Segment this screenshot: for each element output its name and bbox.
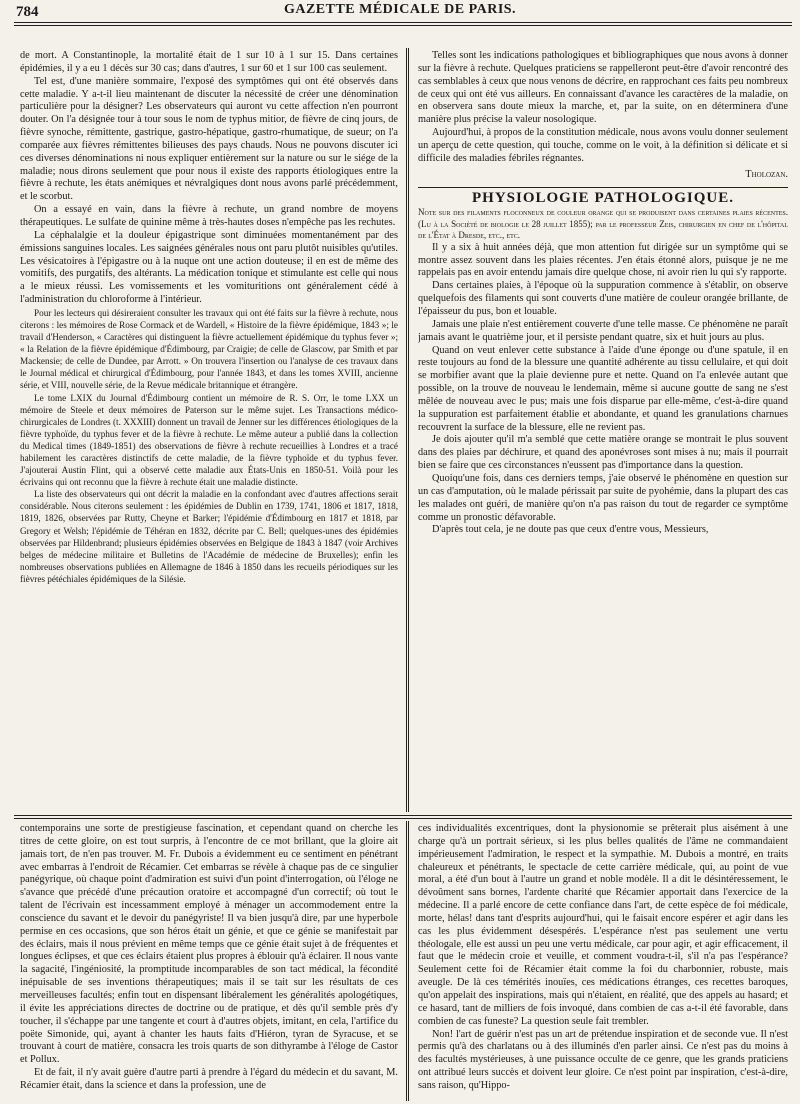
article-title: Note sur des filaments floconneux de couleur orange qui se produisent dans certaines plaies récentes. (Lu à la Société de biologie le 28 juillet 1855); par le professeur Zeis, chirurgien en chef de l'hôpital de l'État à Dresde, etc., etc. — [418, 207, 788, 241]
paragraph: La céphalalgie et la douleur épigastrique sont diminuées momentanément par des émissions sanguines locales. Les saignées générales nous ont paru plutôt nuisibles qu'utiles. Les vésicatoires à l'épigastre ou à la nuque ont une action douteuse; il en est de même des vomitifs, des purgatifs, des altérants. La médication tonique et stimulante est celle qui nous a le mieux réussi. Les vomissements et les vomituritions ont généralement cédé à l'administration du chloroforme à l'intérieur. — [20, 229, 398, 306]
paragraph: On a essayé en vain, dans la fièvre à rechute, un grand nombre de moyens thérapeutiques. Le sulfate de quinine même à très-hautes doses n'empêche pas les rechutes. — [20, 204, 398, 228]
paragraph: Jamais une plaie n'est entièrement couverte d'une telle masse. Ce phénomène ne paraît jamais avant le quatrième jour, et il persiste pendant quatre, six et huit jours au plus. — [418, 318, 788, 343]
column-divider-top — [406, 48, 409, 812]
paragraph: Aujourd'hui, à propos de la constitution médicale, nous avons voulu donner seulement un aperçu de cette question, qui touche, comme on le voit, à la définition si délicate et si difficile des maladies fébriles régnantes. — [418, 127, 788, 164]
paragraph: D'après tout cela, je ne doute pas que ceux d'entre vous, Messieurs, — [432, 524, 709, 536]
paragraph: Tel est, d'une manière sommaire, l'exposé des symptômes qui ont été observés dans cette maladie. Y a-t-il lieu maintenant de discuter la nécessité de créer une dénomination particulière pour la désigner? Les observateurs qui auront vu cette affection n'en pourront douter. On l'a désignée tour à tour sous le nom de typhus mitior, de fièvre de cinq jours, de fièvre synoche, rémittente, gastrique, gastro-hépatique, gastro-rhumatique, de sueur; on l'a comparée aux fièvres rémittentes bilieuses des pays chauds. Nous ne pouvons discuter ici ces diverses dénominations ni nous expliquer entièrement sur la nature ou sur le siége de la maladie; nous dirons seulement que pour nous il existe des rapports étiologiques entre la fièvre à rechute, les états anémiques et névralgiques dont nous avons parlé précédemment, et le scorbut. — [20, 75, 398, 203]
paragraph: Et de fait, il n'y avait guère d'autre parti à prendre à l'égard du médecin et du savant, M. Récamier était, dans la science et dans la profession, une de — [20, 1067, 398, 1091]
column-top-right — [418, 50, 788, 810]
paragraph: ces individualités excentriques, dont la physionomie se prêterait plus aisément à une charge qu'à un portrait sérieux, si les plus belles qualités de l'âme ne commandaient impérieusement l'admiration, le respect et la sympathie. M. Dubois a montré, en traits chaleureux et pénétrants, le spectacle de cette carrière médicale, qui, au point de vue moral, a été d'un bout à l'autre un grand et noble modèle. Il a dit le désintéressement, le dévoûment sans bornes, l'ardente charité que Récamier apportait dans l'exercice de la médecine. Il a parlé encore de cette confiance dans l'art, de cette espèce de foi médicale, morte, hélas! dans tant d'esprits aujourd'hui, qui le faisait encore espérer et agir dans les cas les plus évidemment désespérés. L'espérance n'est pas seulement une vertu théologale, elle est aussi un peu une vertu médicale, car pour agir, et agir efficacement, il faut que le médecin croie et veuille, et comment voudra-t-il, s'il n'a pas l'espérance? Seulement cette foi de Récamier était comme la foi du charbonnier, robuste, mais aveugle. De là ces témérités inouïes, ces médications étranges, ces recettes baroques, qu'on appelait des inspirations, mais qui n'étaient, en réalité, que des appels au hasard; et ce hasard, tant de milliers de fois invoqué, dans combien de cas a-t-il été favorable, dans combien de cas funeste? La question seule fait trembler. — [418, 823, 788, 1027]
section-rule — [14, 815, 792, 819]
bibliography-paragraph: Pour les lecteurs qui désireraient consulter les travaux qui ont été faits sur la fièvre à rechute, nous citerons : les mémoires de Rose Cormack et de Wardell, « Histoire de la fièvre épidémique, 1843 »; le travail d'Henderson, « Caractères qui distinguent la fièvre actuellement épidémique du typhus fever »; « la Relation de la fièvre épidémique d'Édimbourg, par Craigie; de celle de Glascow, par Smith et par Mackensie; de celle de Dundee, par Arrott. » On trouvera l'insertion ou l'analyse de ces travaux dans le Journal médical et chirurgical d'Édimbourg, pour l'année 1843, et dans les tomes XVIII, ancienne série, et VIII, nouvelle série, de la Revue médicale britannique et étrangère. — [20, 307, 398, 391]
paragraph: contemporains une sorte de prestigieuse fascination, et cependant quand on cherche les titres de cette gloire, on est tout surpris, à l'encontre de ce mot brillant, que la gloire ait jamais tort, de n'en pas trouver. M. Fr. Dubois a évidemment eu ce sentiment en pénétrant avec embarras à l'endroit de Récamier. Cet embarras se révèle à chaque pas de ce singulier panégyrique, où chaque point d'admiration est suivi d'un point d'interrogation, où l'éloge ne s'avance que précédé d'une précaution oratoire et accompagné d'un correctif; où tout le talent de l'écrivain est incessamment employé à ménager un accommodement entre la conscience du savant et le devoir du panégyriste! Il va bien jusqu'à dire, par une hyperbole permise en ces occasions, que son héros était un génie, et que ce génie se manifestait par des éclairs, mais il nous prévient en même temps que ce génie était sujet à de fréquentes et longues éclipses, et que ces éclairs étaient plus propres à éblouir qu'à éclairer. Il nous vante la sagacité, l'ingéniosité, la promptitude incomparables de son tact médical, la fécondité inépuisable de ses inventions thérapeutiques; mais il se tait sur les résultats de ces merveilleuses facultés; enfin tout en dispensant libéralement les généralités apologétiques, il évite les appréciations directes de doctrine ou de pratique, et dès qu'il semble près d'y toucher, il s'échappe par une tangente et court à d'autres objets, imitant, en cela, l'artifice du poëte Simonide, qui, ayant à chanter les hauts faits d'Hiéron, tyran de Syracuse, et se trouvant à court de matière, consacra les trois quarts de son dithyrambe à l'éloge de Castor et Pollux. — [20, 823, 398, 1066]
page-number: 784 — [16, 4, 39, 20]
column-divider-bottom — [406, 821, 409, 1101]
paragraph: Quoiqu'une fois, dans ces derniers temps, j'aie observé le phénomène en question sur un cas d'amputation, où le malade périssait par suite de pyohémie, dans la plupart des cas les malades ont guéri, de manière qu'on n'a pas raison du tout de regarder ce symptôme comme un pronostic défavorable. — [418, 472, 788, 523]
paragraph: Il y a six à huit années déjà, que mon attention fut dirigée sur un symptôme qui se montre assez souvent dans les plaies récentes. J'en étais étonné alors, puisque je ne me rappelais pas en avoir entendu jamais dire quelque chose, ni avoir rien lu qui s'y rapporte. — [418, 241, 788, 279]
paragraph: Telles sont les indications pathologiques et bibliographiques que nous avons à donner sur la fièvre à rechute. Quelques praticiens se rappelleront peut-être d'avoir rencontré des cas semblables à ceux que nous venons de décrire, en rapprochant ces faits peu nombreux de ceux qui ont été vus ailleurs. En connaissant d'avance les caractères de la maladie, on en observera sans doute mieux la marche, et, par la suite, on en déterminera d'une manière plus précise la valeur nosologique. — [418, 50, 788, 126]
paragraph: Non! l'art de guérir n'est pas un art de prétendue inspiration et de seconde vue. Il n'est permis qu'à des charlatans ou à des illuminés d'en parler ainsi. Ce n'est pas du moins à des facultés mystérieuses, à une puissance occulte de ce genre, que les grands praticiens ont attribué leurs succès et doivent leur gloire. Ce n'est point par inspiration, c'est-à-dire, sans raison, qu'Hippo- — [418, 1028, 788, 1091]
running-title: GAZETTE MÉDICALE DE PARIS. — [283, 2, 517, 17]
paragraph: Je dois ajouter qu'il m'a semblé que cette matière orange se montrait le plus souvent dans des plaies par déchirure, et quand des aponévroses sont mises à nu; mais il pourrait bien se faire que ces circonstances n'eussent pas d'importance dans la question. — [418, 434, 788, 472]
bibliography-paragraph: La liste des observateurs qui ont décrit la maladie en la confondant avec d'autres affections serait considérable. Nous citerons seulement : les épidémies de Dublin en 1739, 1741, 1806 et 1817, 1818, 1819, 1826, observées par Rutty, Cheyne et Barker; l'épidémie d'Édimbourg en 1817 et 1818, par Gregory et Welsh; l'épidémie de Téhéran en 1832, décrite par C. Bell; quelques-unes des épidémies observées par Hildenbrand; plusieurs épidémies observées en Belgique de 1843 à 1847 (voir Archives belges de médecine militaire et Bulletins de l'Académie de médecine de Bruxelles); enfin les nombreuses observations publiées en Allemagne de 1846 à 1850 dans les recueils périodiques sur les fièvres pétéchiales épidémiques de la Silésie. — [20, 489, 398, 584]
paragraph: Dans certaines plaies, à l'époque où la suppuration commence à s'établir, on observe quelquefois des filaments qui sont couverts d'une matière de couleur orangée brillante, de l'épaisseur du pus, bon et louable. — [418, 280, 788, 317]
section-heading: PHYSIOLOGIE PATHOLOGIQUE. — [418, 187, 788, 205]
column-bottom-left — [20, 823, 398, 1099]
header-rule — [14, 22, 792, 26]
bibliography-note — [20, 307, 398, 585]
column-bottom-right — [418, 823, 788, 1099]
column-top-left — [20, 50, 398, 810]
author-signature: Tholozan. — [745, 168, 788, 180]
paragraph: de mort. A Constantinople, la mortalité était de 1 sur 10 à 1 sur 15. Dans certaines épidémies, il y a eu 1 décès sur 30 cas; dans d'autres, 1 sur 60 et 1 sur 100 cas seulement. — [20, 50, 398, 74]
bibliography-paragraph: Le tome LXIX du Journal d'Édimbourg contient un mémoire de R. S. Orr, le tome LXX un mémoire de Steele et deux mémoires de Paterson sur le même sujet. Les Transactions médico-chirurgicales de Londres (t. XXXIII) donnent un travail de Jenner sur les différences étiologiques de la fièvre typhoïde, du typhus fever et de la fièvre à rechute. Le même auteur a publié dans la collection du Medical times (1849-1851) des observations de fièvre à rechute recueillies à Londres et a tracé habilement les caractères distinctifs de cette maladie, de la fièvre typhoïde et du typhus fever. J'ajouterai Austin Flint, qui a observé cette maladie aux États-Unis en 1850-51. Voilà pour les écrivains qui ont reconnu que la fièvre à rechute était une maladie distincte. — [20, 392, 398, 488]
paragraph: Quand on veut enlever cette substance à l'aide d'une éponge ou d'une spatule, il en reste toujours au fond de la blessure une quantité adhérente au tissu cellulaire, et qui doit se morbifier avant que la plaie devienne pure et nette. Quand on l'a enlevée autant que possible, on la trouve de nouveau le lendemain, même si aucune goutte de sang ne s'est mêlée de nouveau avec le pus; mais une fois disparue par elle-même, c'est-à-dire quand la suppuration est parfaitement établie et abondante, et quand les granulations charnues recouvrent la surface de la blessure, elle ne revient pas. — [418, 344, 788, 433]
